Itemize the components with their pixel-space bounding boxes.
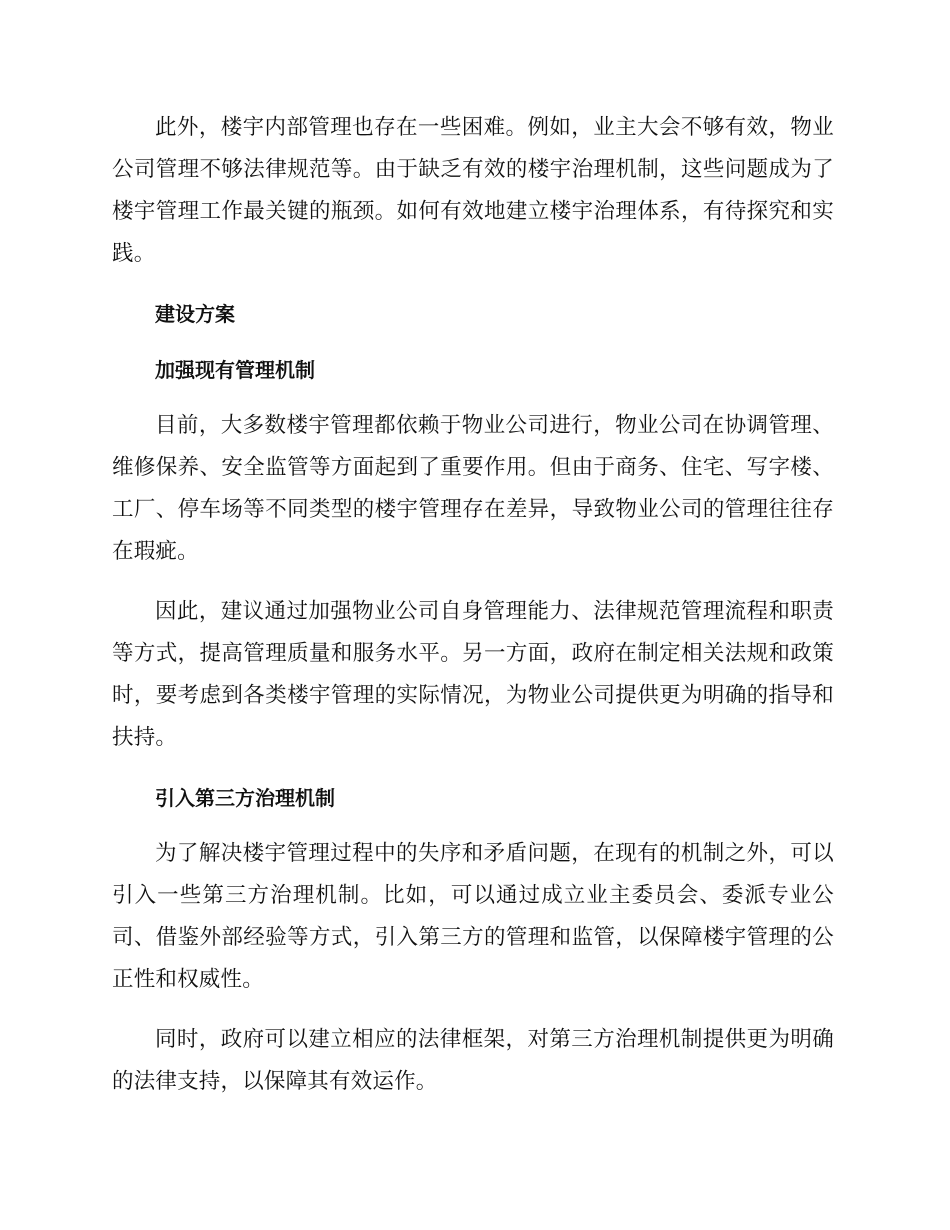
paragraph-suggestion: 因此，建议通过加强物业公司自身管理能力、法律规范管理流程和职责等方式，提高管理质量和服务水平。另一方面，政府在制定相关法规和政策时，要考虑到各类楼宇管理的实际情况，为物业公司提供更为明确的指导和扶持。 (112, 599, 834, 750)
paragraph-current-status: 目前，大多数楼宇管理都依赖于物业公司进行，物业公司在协调管理、维修保养、安全监管等方面起到了重要作用。但由于商务、住宅、写字楼、工厂、停车场等不同类型的楼宇管理存在差异，导致物业公司的管理往往存在瑕疵。 (112, 413, 834, 564)
paragraph-third-party: 为了解决楼宇管理过程中的失序和矛盾问题，在现有的机制之外，可以引入一些第三方治理机制。比如，可以通过成立业主委员会、委派专业公司、借鉴外部经验等方式，引入第三方的管理和监管，以保障楼宇管理的公正性和权威性。 (112, 841, 834, 992)
document-page (112, 107, 834, 1121)
heading-third-party: 引入第三方治理机制 (155, 786, 335, 810)
heading-strengthen-mechanism: 加强现有管理机制 (155, 358, 315, 382)
heading-construction-plan: 建设方案 (155, 302, 235, 326)
paragraph-internal-management: 此外，楼宇内部管理也存在一些困难。例如，业主大会不够有效，物业公司管理不够法律规范等。由于缺乏有效的楼宇治理机制，这些问题成为了楼宇管理工作最关键的瓶颈。如何有效地建立楼宇治理体系，有待探究和实践。 (112, 115, 834, 266)
paragraph-legal-framework: 同时，政府可以建立相应的法律框架，对第三方治理机制提供更为明确的法律支持，以保障其有效运作。 (112, 1027, 834, 1094)
